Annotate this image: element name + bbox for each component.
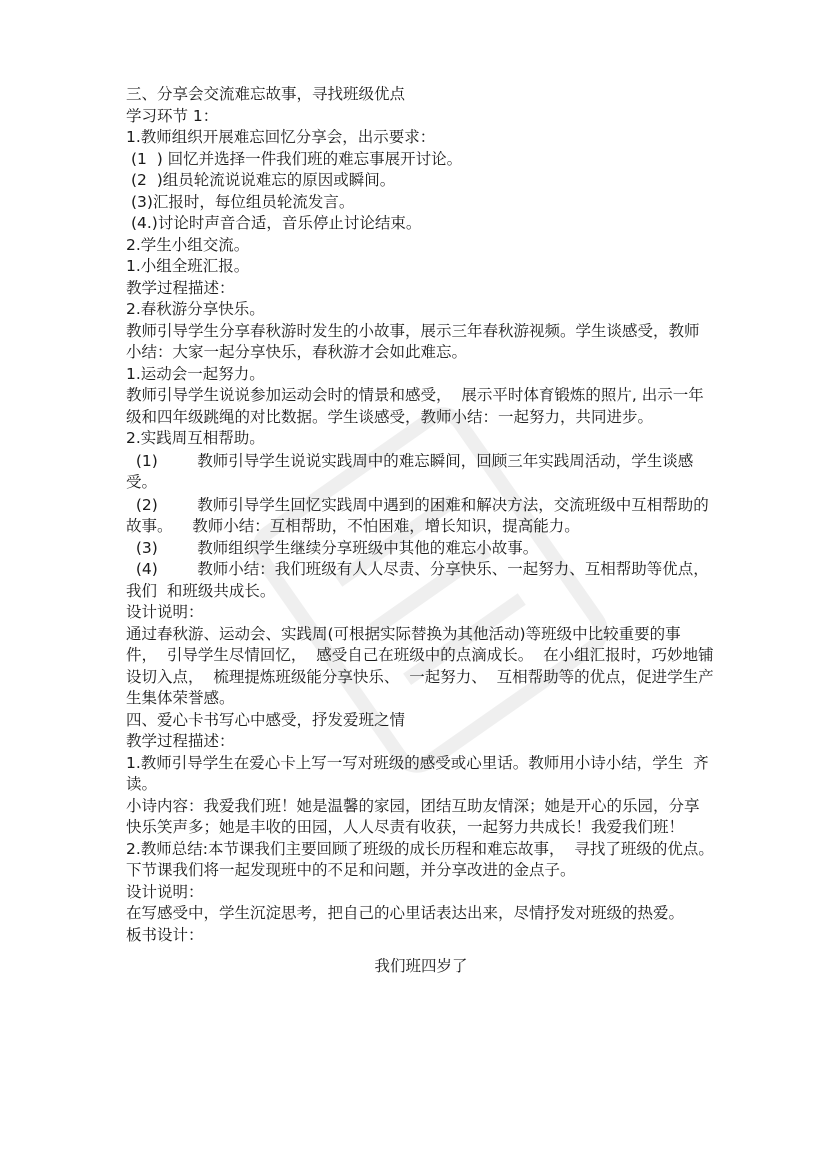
paragraph-line: 设计说明： <box>126 603 204 621</box>
paragraph-line: 2.实践周互相帮助。 <box>126 429 265 447</box>
list-item: (2) 教师引导学生回忆实践周中遇到的困难和解决方法，交流班级中互相帮助的故事。 教师小结：互相帮助，不怕困难，增长知识，提高能力。 <box>126 495 709 535</box>
section-heading-3: 三、分享会交流难忘故事，寻找班级优点 <box>126 85 406 103</box>
list-item: (1 ) 回忆并选择一件我们班的难忘事展开讨论。 <box>126 149 463 168</box>
document-body <box>126 84 734 978</box>
paragraph-line: 学习环节 1： <box>126 106 219 125</box>
paragraph-line: 设计说明： <box>126 882 204 901</box>
board-design-title: 我们班四岁了 <box>374 957 468 975</box>
list-item: (4) 教师小结：我们班级有人人尽责、分享快乐、一起努力、互相帮助等优点，我们 和班级共成长。 <box>126 560 709 600</box>
paragraph: 2.教师总结:本节课我们主要回顾了班级的成长历程和难忘故事， 寻找了班级的优点。 下节课我们将一起发现班中的不足和问题，并分享改进的金点子。 <box>126 839 734 879</box>
paragraph: 教师引导学生分享春秋游时发生的小故事，展示三年春秋游视频。学生谈感受，教师 小结：大家一起分享快乐，春秋游才会如此难忘。 <box>126 321 710 361</box>
paragraph-line: 1.小组全班汇报。 <box>126 257 250 275</box>
paragraph-line: 2.学生小组交流。 <box>126 235 250 254</box>
paragraph-line: 1.教师组织开展难忘回忆分享会，出示要求： <box>126 128 436 146</box>
list-item: (1) 教师引导学生说说实践周中的难忘瞬间，回顾三年实践周活动，学生谈感受。 <box>126 451 694 491</box>
paragraph: 教师引导学生说说参加运动会时的情景和感受， 展示平时体育锻炼的照片, 出示一年 级和四年级跳绳的对比数据。学生谈感受，教师小结：一起努力，共同进步。 <box>126 386 714 426</box>
paragraph: 1.教师引导学生在爱心卡上写一写对班级的感受或心里话。教师用小诗小结，学生 齐读。 <box>126 753 709 793</box>
paragraph-line: 1.运动会一起努力。 <box>126 364 265 383</box>
list-item: (4.)讨论时声音合适，音乐停止讨论结束。 <box>126 214 422 232</box>
section-heading-4: 四、爱心卡书写心中感受，抒发爱班之情 <box>126 710 406 729</box>
list-item: (3) 教师组织学生继续分享班级中其他的难忘小故事。 <box>126 538 539 557</box>
list-item: (3)汇报时，每位组员轮流发言。 <box>126 192 355 211</box>
paragraph-line: 教学过程描述： <box>126 732 235 750</box>
paragraph-line: 板书设计： <box>126 925 204 944</box>
paragraph-line: 2.春秋游分享快乐。 <box>126 300 265 318</box>
list-item: (2 )组员轮流说说难忘的原因或瞬间。 <box>126 171 396 189</box>
paragraph: 通过春秋游、运动会、实践周(可根据实际替换为其他活动)等班级中比较重要的事 件， 引导学生尽情回忆， 感受自己在班级中的点滴成长。 在小组汇报时，巧妙地铺设切入点， 梳理提炼班级能分享快乐、 一起努力、 互相帮助等的优点，促进学生产生集体荣誉感。 <box>126 624 714 707</box>
poem-paragraph: 小诗内容：我爱我们班！她是温馨的家园，团结互助友情深；她是开心的乐园，分享 快乐笑声多；她是丰收的田园，人人尽责有收获，一起努力共成长！我爱我们班！ <box>126 796 710 836</box>
paragraph: 在写感受中，学生沉淀思考，把自己的心里话表达出来，尽情抒发对班级的热爱。 <box>126 904 685 922</box>
paragraph-line: 教学过程描述： <box>126 278 235 297</box>
